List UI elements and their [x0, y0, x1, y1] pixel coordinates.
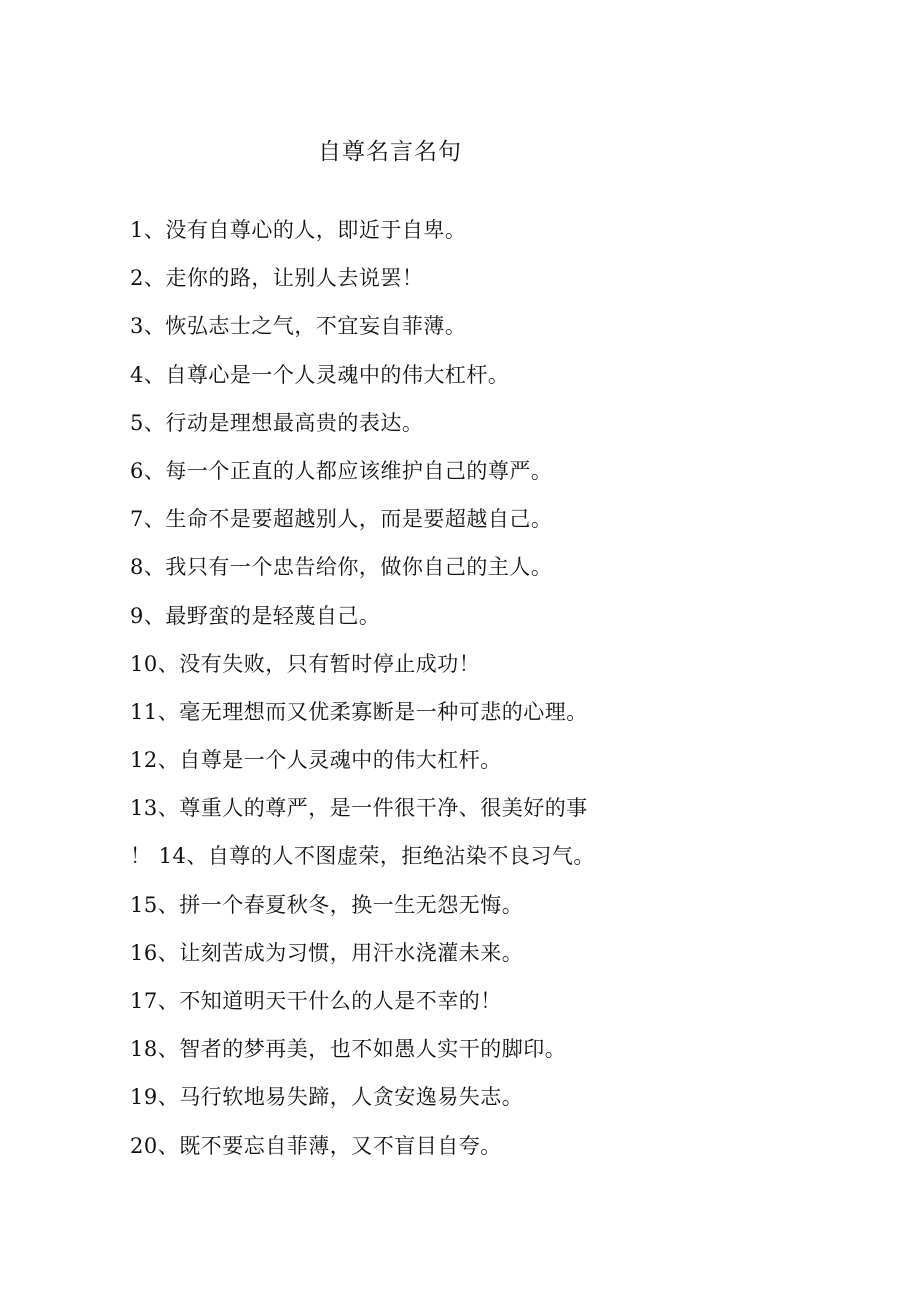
quote-line: 19、马行软地易失蹄，人贪安逸易失志。 — [130, 1085, 524, 1110]
quote-line: 6、每一个正直的人都应该维护自己的尊严。 — [130, 458, 553, 483]
quote-line: 18、智者的梦再美，也不如愚人实干的脚印。 — [130, 1037, 567, 1062]
quote-line: 8、我只有一个忠告给你，做你自己的主人。 — [130, 555, 553, 580]
quote-line: 7、生命不是要超越别人，而是要超越自己。 — [130, 507, 553, 532]
quote-line: 15、拼一个春夏秋冬，换一生无怨无悔。 — [130, 892, 524, 917]
quote-line: 16、让刻苦成为习惯，用汗水浇灌未来。 — [130, 940, 524, 965]
quote-line: 13、尊重人的尊严，是一件很干净、很美好的事 — [130, 796, 588, 821]
quote-line: ！ 14、自尊的人不图虚荣，拒绝沾染不良习气。 — [130, 844, 595, 869]
quote-line: 9、最野蛮的是轻蔑自己。 — [130, 603, 381, 628]
quote-line: 5、行动是理想最高贵的表达。 — [130, 410, 424, 435]
quote-line: 20、既不要忘自菲薄，又不盲目自夸。 — [130, 1133, 502, 1158]
document-title: 自尊名言名句 — [318, 139, 462, 165]
quote-list — [130, 210, 830, 1174]
quote-line: 10、没有失败，只有暂时停止成功！ — [130, 651, 481, 676]
quote-line: 1、没有自尊心的人，即近于自卑。 — [130, 218, 467, 242]
quote-line: 17、不知道明天干什么的人是不幸的！ — [130, 989, 502, 1013]
quote-line: 4、自尊心是一个人灵魂中的伟大杠杆。 — [130, 362, 510, 387]
quote-line: 3、恢弘志士之气，不宜妄自菲薄。 — [130, 314, 467, 339]
quote-line: 12、自尊是一个人灵魂中的伟大杠杆。 — [130, 748, 502, 773]
quote-line: 11、毫无理想而又优柔寡断是一种可悲的心理。 — [130, 699, 588, 724]
quote-line: 2、走你的路，让别人去说罢！ — [130, 266, 424, 291]
